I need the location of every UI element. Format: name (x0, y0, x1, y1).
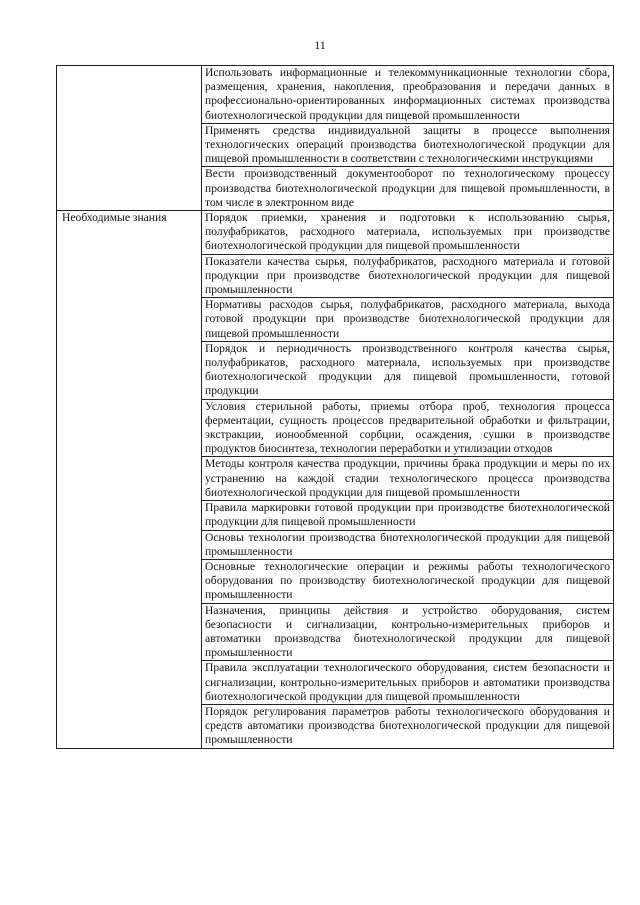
knowledge-label: Необходимые знания (57, 211, 202, 749)
skill-item: Использовать информационные и телекоммуникационные технологии сбора, размещения, хранения, накопления, преобразования и передачи данных в профессионально-ориентированных информационных системах производства биотехнологической продукции для пищевой промышленности (202, 66, 614, 124)
skill-item: Применять средства индивидуальной защиты в процессе выполнения технологических операций производства биотехнологической продукции для пищевой промышленности в соответствии с технологическими инструкциями (202, 123, 614, 167)
knowledge-item: Порядок приемки, хранения и подготовки к использованию сырья, полуфабрикатов, расходного материала, используемых при производстве биотехнологической продукции для пищевой промышленности (202, 211, 614, 255)
knowledge-item: Порядок регулирования параметров работы технологического оборудования и средств автоматики производства биотехнологической продукции для пищевой промышленности (202, 704, 614, 748)
page-number: 11 (314, 38, 326, 52)
knowledge-item: Условия стерильной работы, приемы отбора проб, технология процесса ферментации, сущность процессов предварительной обработки и фильтрации, экстракции, ионообменной сорбции, осаждения, сушки в производстве продуктов биосинтеза, технологии переработки и утилизации отходов (202, 399, 614, 457)
knowledge-item: Порядок и периодичность производственного контроля качества сырья, полуфабрикатов, расходного материала, используемых при производстве биотехнологической продукции для пищевой промышленности, готовой продукции (202, 341, 614, 399)
knowledge-item: Методы контроля качества продукции, причины брака продукции и меры по их устранению на каждой стадии технологического процесса производства биотехнологической продукции для пищевой промышленности (202, 457, 614, 501)
knowledge-item: Показатели качества сырья, полуфабрикатов, расходного материала и готовой продукции при производстве биотехнологической продукции для пищевой промышленности (202, 254, 614, 298)
table-row (57, 66, 614, 124)
skill-item: Вести производственный документооборот по технологическому процессу производства биотехнологической продукции для пищевой промышленности, в том числе в электронном виде (202, 167, 614, 211)
knowledge-item: Нормативы расходов сырья, полуфабрикатов, расходного материала, выхода готовой продукции при производстве биотехнологической продукции для пищевой промышленности (202, 298, 614, 342)
knowledge-item: Назначения, принципы действия и устройство оборудования, систем безопасности и сигнализации, контрольно-измерительных приборов и автоматики производства биотехнологической продукции для пищевой промышленности (202, 603, 614, 661)
knowledge-item: Правила эксплуатации технологического оборудования, систем безопасности и сигнализации, контрольно-измерительных приборов и автоматики производства биотехнологической продукции для пищевой промышленности (202, 661, 614, 705)
knowledge-item: Основные технологические операции и режимы работы технологического оборудования по производству биотехнологической продукции для пищевой промышленности (202, 559, 614, 603)
skills-label-cell (57, 66, 202, 211)
knowledge-item: Правила маркировки готовой продукции при производстве биотехнологической продукции для пищевой промышленности (202, 501, 614, 530)
requirements-table (56, 65, 614, 749)
knowledge-item: Основы технологии производства биотехнологической продукции для пищевой промышленности (202, 530, 614, 559)
table-row (57, 211, 614, 255)
